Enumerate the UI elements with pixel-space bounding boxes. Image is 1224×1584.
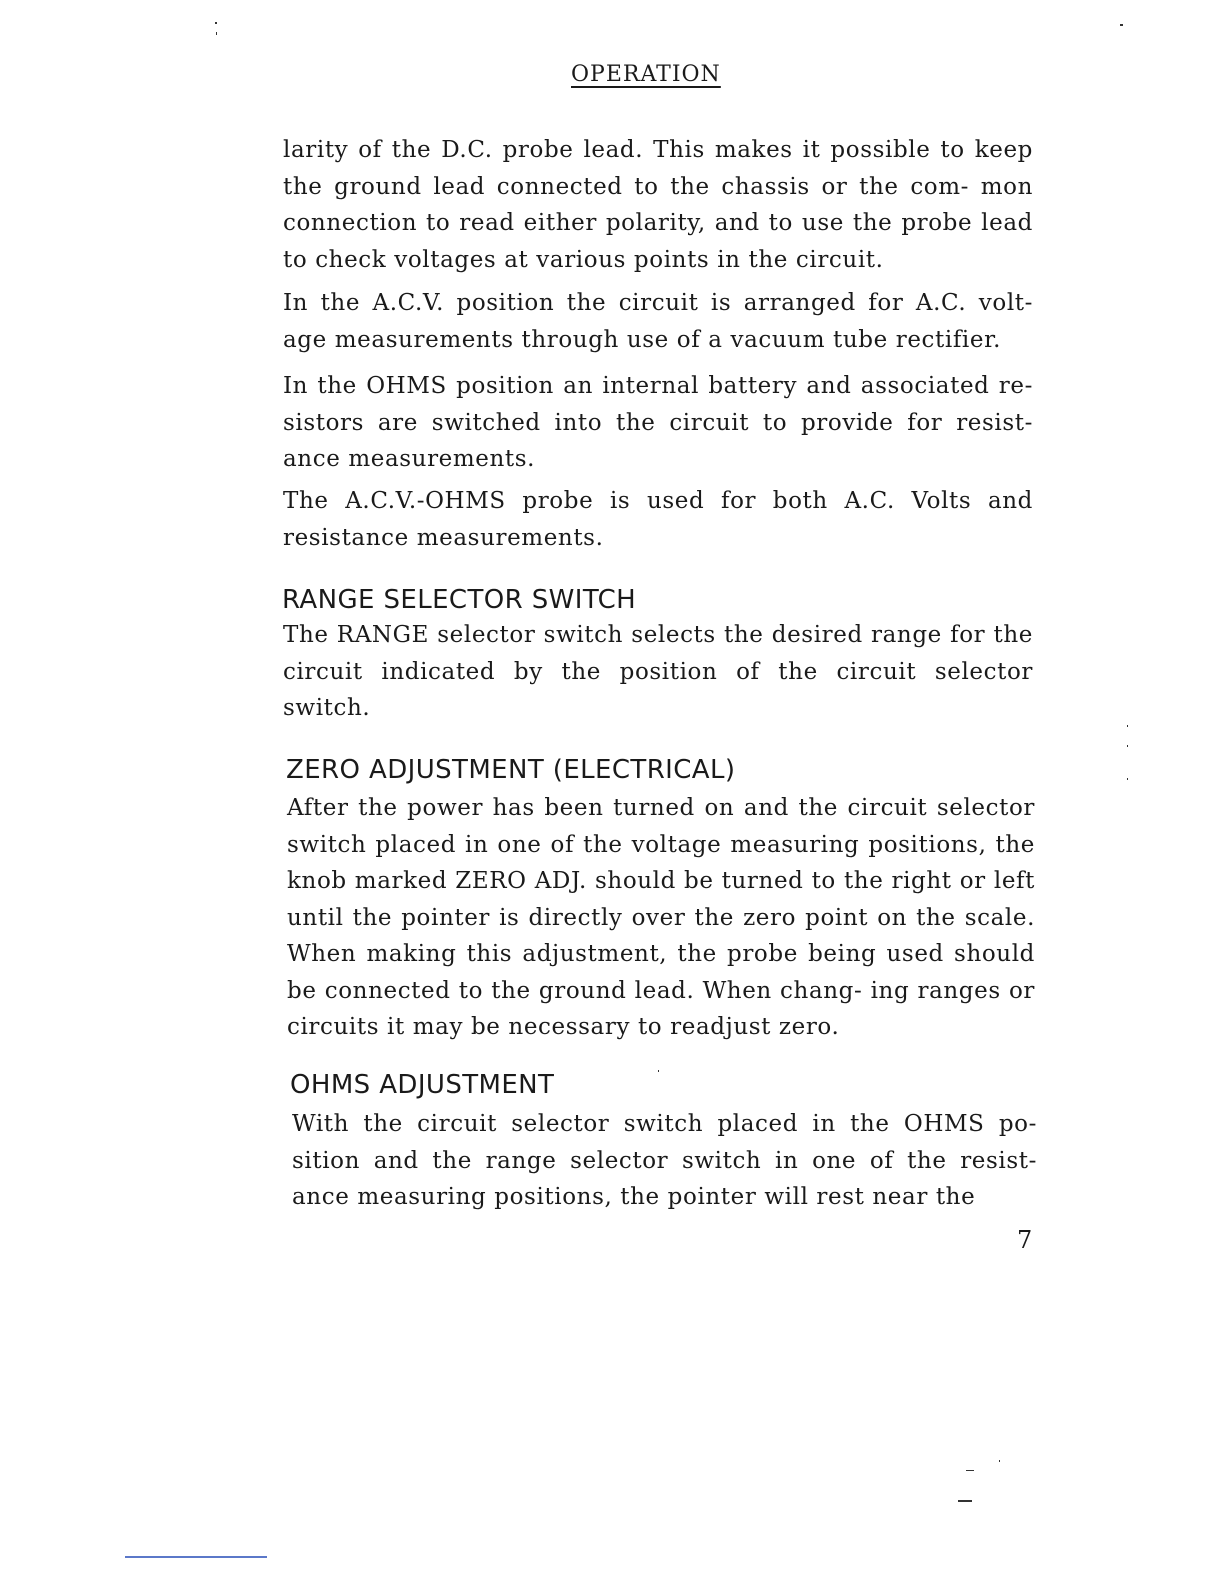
text-line: ance measuring positions, the pointer will rest near the (292, 1184, 976, 1210)
text-line: switch placed in one of the voltage measuring positions, (287, 831, 987, 858)
text-line: sistors are switched into the circuit to provide for resist- (283, 409, 1033, 436)
text-line: the scale. When making this adjustment, the probe being (287, 904, 1036, 967)
text-line: age measurements through use of a vacuum tube rectifier. (283, 326, 1002, 353)
text-line: keep the ground lead connected to the chassis or the com- (283, 137, 1034, 200)
scan-speck (1127, 778, 1128, 780)
paragraph-dc-probe-polarity (283, 132, 1033, 278)
text-line: the circuit indicated by the position of the circuit selector (283, 622, 1033, 685)
scan-speck (1127, 745, 1128, 747)
footer-rule (125, 1556, 267, 1558)
scan-speck (1120, 24, 1123, 26)
heading-zero-adjustment: ZERO ADJUSTMENT (ELECTRICAL) (286, 755, 736, 785)
text-line: The RANGE selector switch selects the desired range for (283, 622, 986, 648)
text-line: sition and the range selector switch in one of the resist- (292, 1147, 1037, 1174)
paragraph-acv-ohms-probe (283, 483, 1033, 556)
paragraph-acv-position (283, 285, 1033, 358)
text-line: The A.C.V.-OHMS probe is used for both A.C. Volts and (283, 488, 1033, 514)
text-line: the knob marked ZERO ADJ. should be turned to the right (287, 831, 1035, 894)
text-line: After the power has been turned on and the circuit selector (287, 795, 1035, 821)
scan-speck (966, 1470, 974, 1471)
scan-speck (999, 1460, 1000, 1462)
text-line: larity of the D.C. probe lead. This makes it possible to (283, 137, 965, 163)
text-line: In the A.C.V. position the circuit is arranged for A.C. volt- (283, 290, 1033, 316)
paragraph-zero-adjustment (287, 790, 1035, 1046)
scan-speck (1127, 725, 1128, 727)
page-number: 7 (1017, 1226, 1033, 1254)
page-title: OPERATION (571, 62, 721, 87)
scan-speck (215, 22, 217, 24)
text-line: mon connection to read either polarity, and to use the probe (283, 173, 1033, 236)
text-line: With the circuit selector switch placed in the OHMS po- (292, 1111, 1037, 1137)
scan-speck (658, 1070, 659, 1072)
text-line: In the OHMS position an internal battery and associated re- (283, 373, 1033, 399)
heading-ohms-adjustment: OHMS ADJUSTMENT (290, 1070, 555, 1100)
paragraph-range-selector (283, 617, 1033, 727)
text-line: or left until the pointer is directly over the zero point on (287, 868, 1035, 931)
scan-speck (958, 1500, 972, 1502)
text-line: ing ranges or circuits it may be necessary to readjust zero. (287, 977, 1035, 1040)
text-line: ance measurements. (283, 446, 536, 472)
text-line: used should be connected to the ground lead. When chang- (287, 941, 1036, 1004)
heading-range-selector-switch: RANGE SELECTOR SWITCH (282, 585, 637, 615)
text-line: resistance measurements. (283, 524, 604, 551)
paragraph-ohms-position (283, 368, 1033, 478)
paragraph-ohms-adjustment (292, 1106, 1037, 1216)
text-line: switch. (283, 695, 371, 721)
scan-speck (216, 32, 217, 35)
text-line: lead to check voltages at various points in the circuit. (283, 210, 1033, 273)
